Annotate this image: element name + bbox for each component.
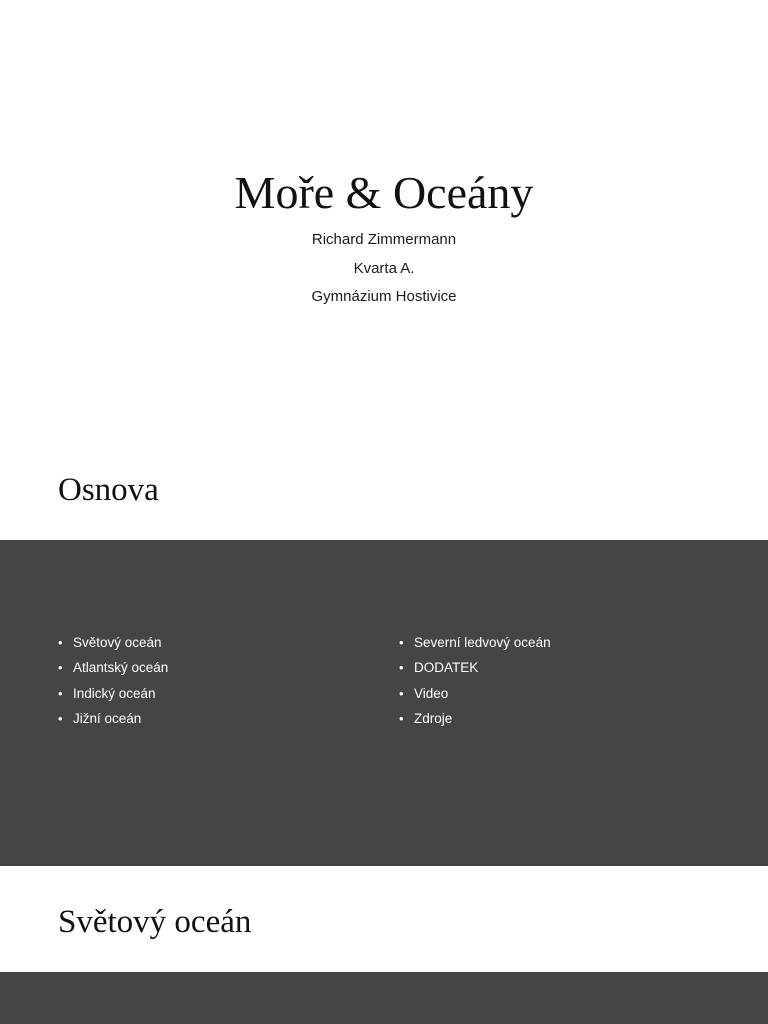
outline-item-jizni-ocean: • Jižní oceán [58,708,168,733]
author-name: Richard Zimmermann [311,231,457,248]
outline-item-svetovy-ocean: • Světový oceán [58,632,168,657]
school-name: Gymnázium Hostivice [311,288,457,305]
world-ocean-content-panel [0,972,768,1024]
outline-item-atlantsky-ocean: • Atlantský oceán [58,657,168,682]
class-name: Kvarta A. [353,260,415,277]
outline-list-left [58,632,168,733]
outline-item-dodatek: • DODATEK [399,657,551,682]
outline-item-severni-ledovy-ocean: • Severní ledvový oceán [399,632,551,657]
outline-item-video: • Video [399,683,551,708]
outline-item-indicky-ocean: • Indický oceán [58,683,168,708]
outline-heading: Osnova [58,472,159,508]
outline-item-zdroje: • Zdroje [399,708,551,733]
title-slide [0,0,768,440]
world-ocean-heading: Světový oceán [58,904,252,940]
outline-list-right [399,632,551,733]
presentation-title: Moře & Oceány [234,167,534,218]
